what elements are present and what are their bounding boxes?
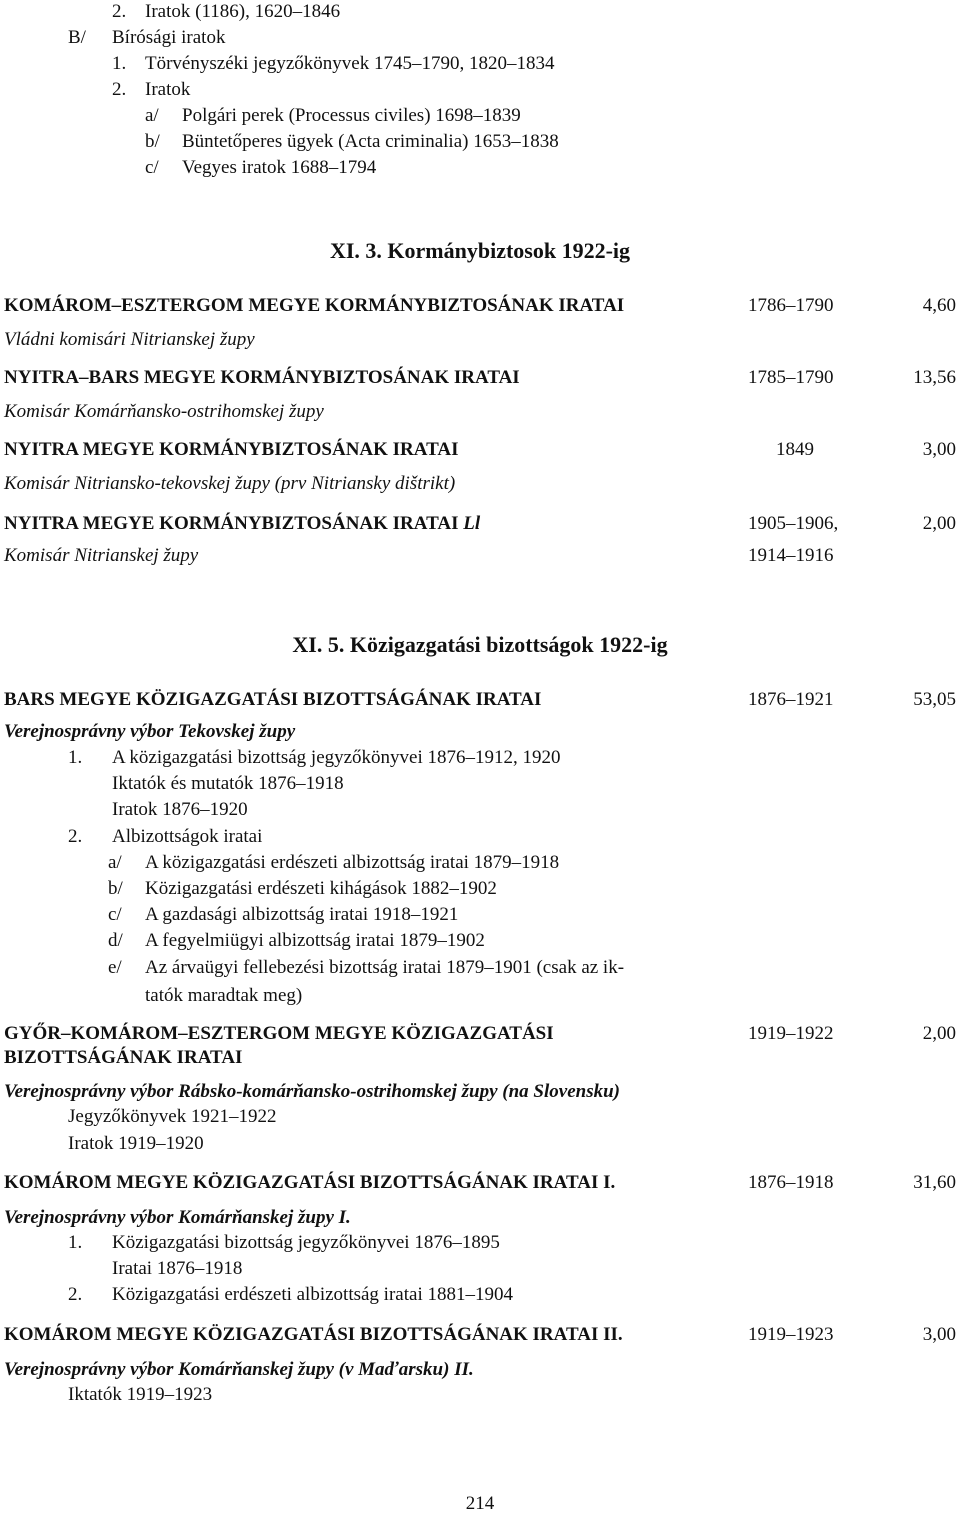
- list-item: Közigazgatási bizottság jegyzőkönyvei 1876–1895: [112, 1232, 500, 1253]
- list-item: Iratok 1919–1920: [68, 1133, 204, 1154]
- list-number: c/: [108, 904, 122, 925]
- fonds-size: 4,60: [922, 295, 956, 316]
- list-number: 1.: [68, 747, 83, 768]
- list-item: Közigazgatási erdészeti kihágások 1882–1902: [145, 878, 497, 899]
- fonds-dates: 1905–1906,: [748, 513, 839, 534]
- list-number: b/: [108, 878, 123, 899]
- list-item: Törvényszéki jegyzőkönyvek 1745–1790, 1820–1834: [145, 53, 555, 74]
- list-item: A közigazgatási erdészeti albizottság iratai 1879–1918: [145, 852, 560, 873]
- fonds-title: BARS MEGYE KÖZIGAZGATÁSI BIZOTTSÁGÁNAK IRATAI: [4, 689, 542, 710]
- fonds-slovak-title: Verejnosprávny výbor Komárňanskej župy I.: [4, 1207, 351, 1228]
- list-item: Büntetőperes ügyek (Acta criminalia) 1653–1838: [182, 131, 559, 152]
- list-number: a/: [145, 105, 159, 126]
- fonds-size: 3,00: [922, 439, 956, 460]
- fonds-dates: 1919–1922: [748, 1023, 834, 1044]
- list-item: A fegyelmiügyi albizottság iratai 1879–1902: [145, 930, 485, 951]
- fonds-slovak-title: Verejnosprávny výbor Rábsko-komárňansko-ostrihomskej župy (na Slovensku): [4, 1081, 620, 1102]
- list-number: 2.: [68, 1284, 83, 1305]
- fonds-slovak-title: Komisár Nitrianskej župy: [4, 545, 199, 566]
- fonds-title-suffix: Ll: [463, 513, 481, 534]
- list-item: Vegyes iratok 1688–1794: [182, 157, 377, 178]
- fonds-dates: 1849: [776, 439, 814, 460]
- list-item: tatók maradtak meg): [145, 985, 303, 1006]
- page-number: 214: [465, 1493, 495, 1514]
- list-number: e/: [108, 957, 122, 978]
- list-number: 1.: [112, 53, 127, 74]
- fonds-size: 53,05: [913, 689, 956, 710]
- list-item: Iratai 1876–1918: [112, 1258, 243, 1279]
- list-item: Iratok (1186), 1620–1846: [145, 1, 341, 22]
- list-item: A közigazgatási bizottság jegyzőkönyvei 1876–1912, 1920: [112, 747, 561, 768]
- list-item: Albizottságok iratai: [112, 826, 263, 847]
- list-number: 2.: [112, 1, 127, 22]
- fonds-title: NYITRA MEGYE KORMÁNYBIZTOSÁNAK IRATAI: [4, 439, 459, 460]
- fonds-size: 2,00: [922, 513, 956, 534]
- fonds-title-continued: BIZOTTSÁGÁNAK IRATAI: [4, 1047, 243, 1068]
- fonds-title: [4, 514, 480, 533]
- fonds-title: KOMÁROM MEGYE KÖZIGAZGATÁSI BIZOTTSÁGÁNAK IRATAI I.: [4, 1172, 616, 1193]
- list-number: 2.: [68, 826, 83, 847]
- fonds-dates: 1919–1923: [748, 1324, 834, 1345]
- list-number: c/: [145, 157, 159, 178]
- list-number: 2.: [112, 79, 127, 100]
- list-item: Közigazgatási erdészeti albizottság iratai 1881–1904: [112, 1284, 513, 1305]
- list-number: a/: [108, 852, 122, 873]
- fonds-title: NYITRA–BARS MEGYE KORMÁNYBIZTOSÁNAK IRATAI: [4, 367, 520, 388]
- fonds-dates: 1876–1918: [748, 1172, 834, 1193]
- fonds-size: 3,00: [922, 1324, 956, 1345]
- fonds-dates: 1786–1790: [748, 295, 834, 316]
- fonds-slovak-title: Vládni komisári Nitrianskej župy: [4, 329, 255, 350]
- fonds-size: 13,56: [913, 367, 956, 388]
- section-heading: XI. 5. Közigazgatási bizottságok 1922-ig: [292, 632, 668, 657]
- list-item: Iktatók és mutatók 1876–1918: [112, 773, 344, 794]
- section-heading: XI. 3. Kormánybiztosok 1922-ig: [329, 238, 631, 263]
- fonds-size: 31,60: [913, 1172, 956, 1193]
- fonds-slovak-title: Verejnosprávny výbor Tekovskej župy: [4, 721, 296, 742]
- fonds-slovak-title: Komisár Nitriansko-tekovskej župy (prv Nitriansky dištrikt): [4, 473, 456, 494]
- list-item: A gazdasági albizottság iratai 1918–1921: [145, 904, 459, 925]
- list-number: b/: [145, 131, 160, 152]
- fonds-title: GYŐR–KOMÁROM–ESZTERGOM MEGYE KÖZIGAZGATÁSI: [4, 1023, 554, 1044]
- fonds-slovak-title: Verejnosprávny výbor Komárňanskej župy (v Maďarsku) II.: [4, 1359, 474, 1380]
- fonds-title-text: NYITRA MEGYE KORMÁNYBIZTOSÁNAK IRATAI: [4, 513, 459, 534]
- list-number: 1.: [68, 1232, 83, 1253]
- fonds-dates: 1785–1790: [748, 367, 834, 388]
- list-item: Iratok: [145, 79, 191, 100]
- fonds-slovak-title: Komisár Komárňansko-ostrihomskej župy: [4, 401, 324, 422]
- fonds-size: 2,00: [922, 1023, 956, 1044]
- list-item: Polgári perek (Processus civiles) 1698–1839: [182, 105, 521, 126]
- fonds-title: KOMÁROM–ESZTERGOM MEGYE KORMÁNYBIZTOSÁNAK IRATAI: [4, 295, 625, 316]
- list-item: Iktatók 1919–1923: [68, 1384, 213, 1405]
- fonds-dates-continued: 1914–1916: [748, 545, 834, 566]
- fonds-dates: 1876–1921: [748, 689, 834, 710]
- list-number: d/: [108, 930, 123, 951]
- list-item: Bírósági iratok: [112, 27, 226, 48]
- list-number: B/: [68, 27, 86, 48]
- list-item: Jegyzőkönyvek 1921–1922: [68, 1106, 277, 1127]
- fonds-title: KOMÁROM MEGYE KÖZIGAZGATÁSI BIZOTTSÁGÁNAK IRATAI II.: [4, 1324, 623, 1345]
- list-item: Az árvaügyi fellebezési bizottság iratai 1879–1901 (csak az ik-: [145, 957, 625, 978]
- list-item: Iratok 1876–1920: [112, 799, 248, 820]
